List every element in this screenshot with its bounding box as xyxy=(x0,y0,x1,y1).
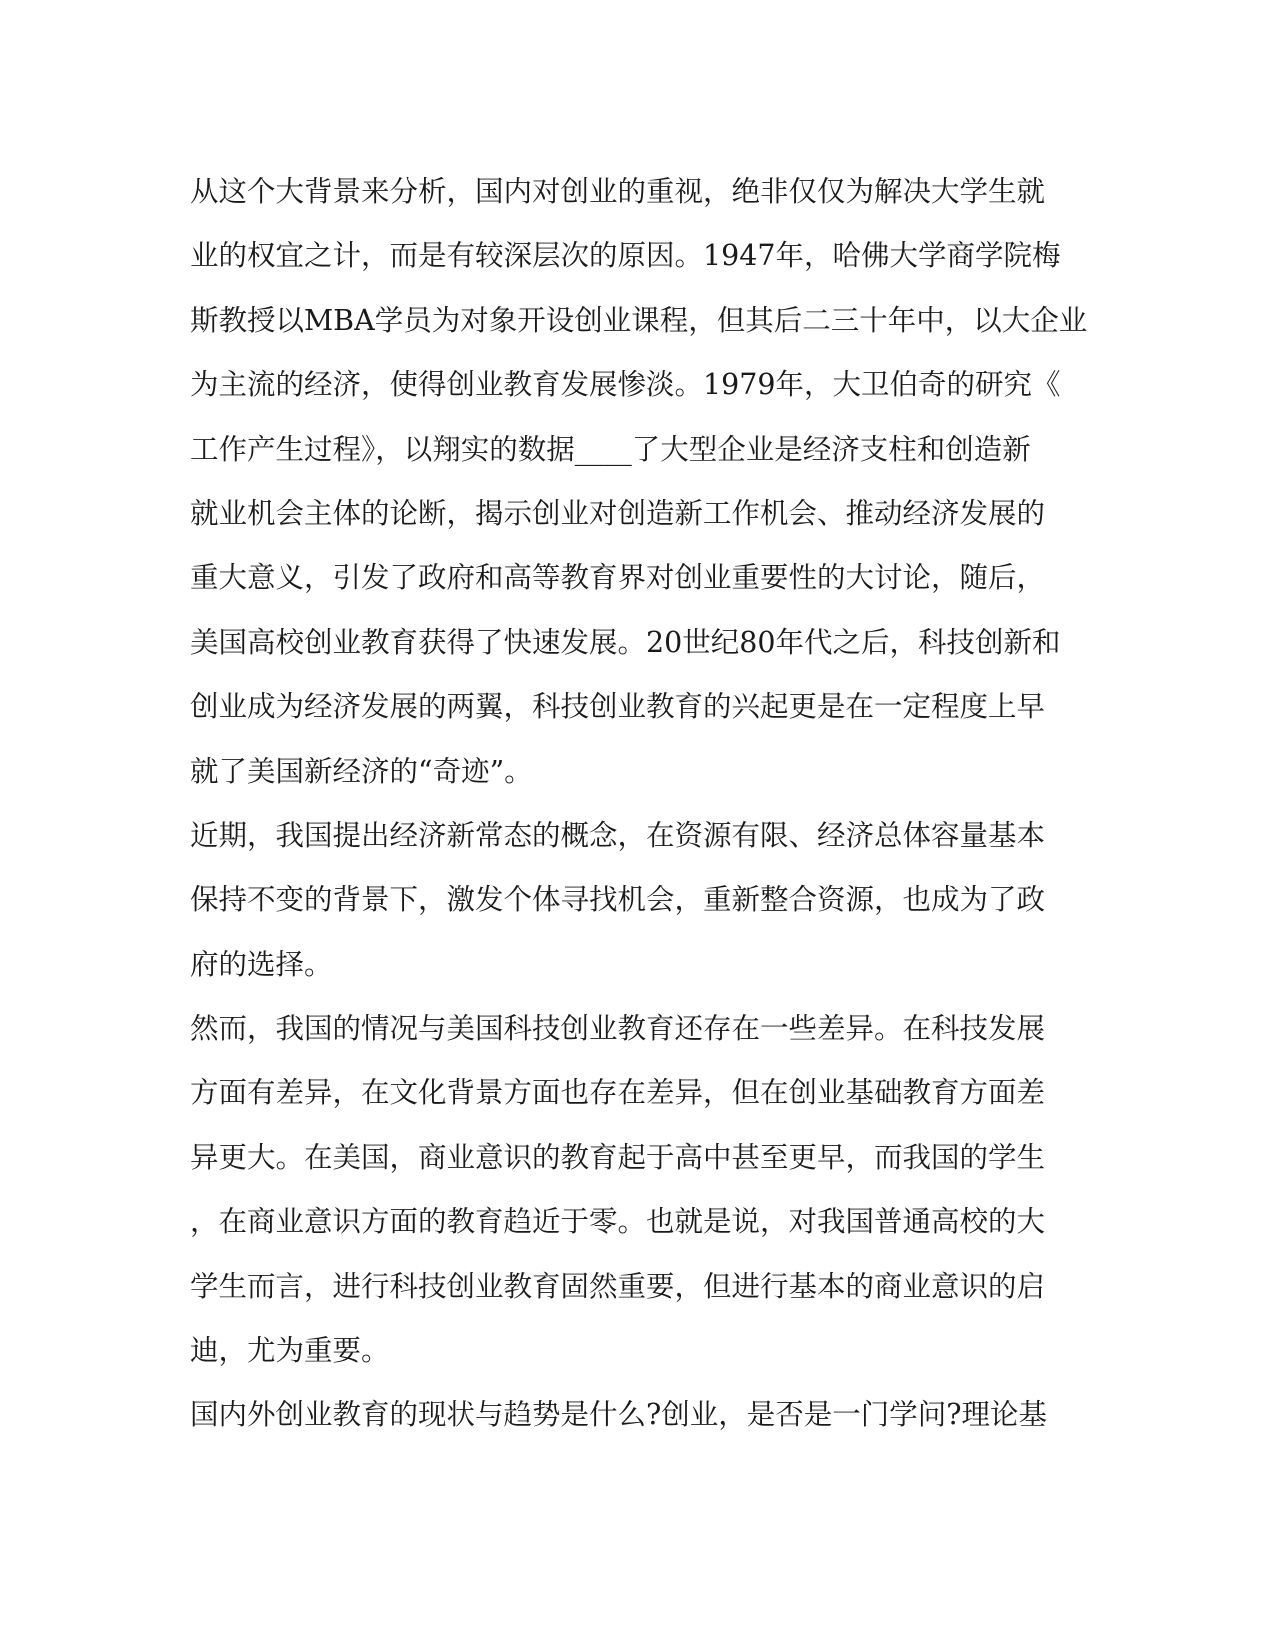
text-line: 创业成为经济发展的两翼，科技创业教育的兴起更是在一定程度上早 xyxy=(190,690,1046,724)
text-line: 美国高校创业教育获得了快速发展。20世纪80年代之后，科技创新和 xyxy=(190,625,1061,659)
text-line: 近期，我国提出经济新常态的概念，在资源有限、经济总体容量基本 xyxy=(190,818,1046,852)
text-line: 斯教授以MBA学员为对象开设创业课程，但其后二三十年中，以大企业 xyxy=(190,303,1088,337)
text-line: 方面有差异，在文化背景方面也存在差异，但在创业基础教育方面差 xyxy=(190,1076,1046,1110)
text-line: 迪，尤为重要。 xyxy=(190,1334,390,1368)
text-line: 国内外创业教育的现状与趋势是什么?创业，是否是一门学问?理论基 xyxy=(190,1398,1048,1432)
text-line: 业的权宜之计，而是有较深层次的原因。1947年，哈佛大学商学院梅 xyxy=(190,239,1061,273)
text-line: 从这个大背景来分析，国内对创业的重视，绝非仅仅为解决大学生就 xyxy=(190,175,1046,208)
body-text xyxy=(190,160,1090,1448)
text-line: ，在商业意识方面的教育趋近于零。也就是说，对我国普通高校的大 xyxy=(190,1205,1046,1239)
text-line: 学生而言，进行科技创业教育固然重要，但进行基本的商业意识的启 xyxy=(190,1269,1046,1303)
text-line: 保持不变的背景下，激发个体寻找机会，重新整合资源，也成为了政 xyxy=(190,883,1046,917)
text-line: 工作产生过程》，以翔实的数据____了大型企业是经济支柱和创造新 xyxy=(190,432,1031,466)
text-line: 就业机会主体的论断，揭示创业对创造新工作机会、推动经济发展的 xyxy=(190,496,1046,530)
text-line: 为主流的经济，使得创业教育发展惨淡。1979年，大卫伯奇的研究《 xyxy=(190,368,1061,402)
text-line: 异更大。在美国，商业意识的教育起于高中甚至更早，而我国的学生 xyxy=(190,1140,1046,1174)
text-line: 就了美国新经济的“奇迹”。 xyxy=(190,754,533,788)
text-line: 然而，我国的情况与美国科技创业教育还存在一些差异。在科技发展 xyxy=(190,1012,1046,1046)
text-line: 重大意义，引发了政府和高等教育界对创业重要性的大讨论，随后， xyxy=(190,561,1046,595)
text-line: 府的选择。 xyxy=(190,947,333,981)
